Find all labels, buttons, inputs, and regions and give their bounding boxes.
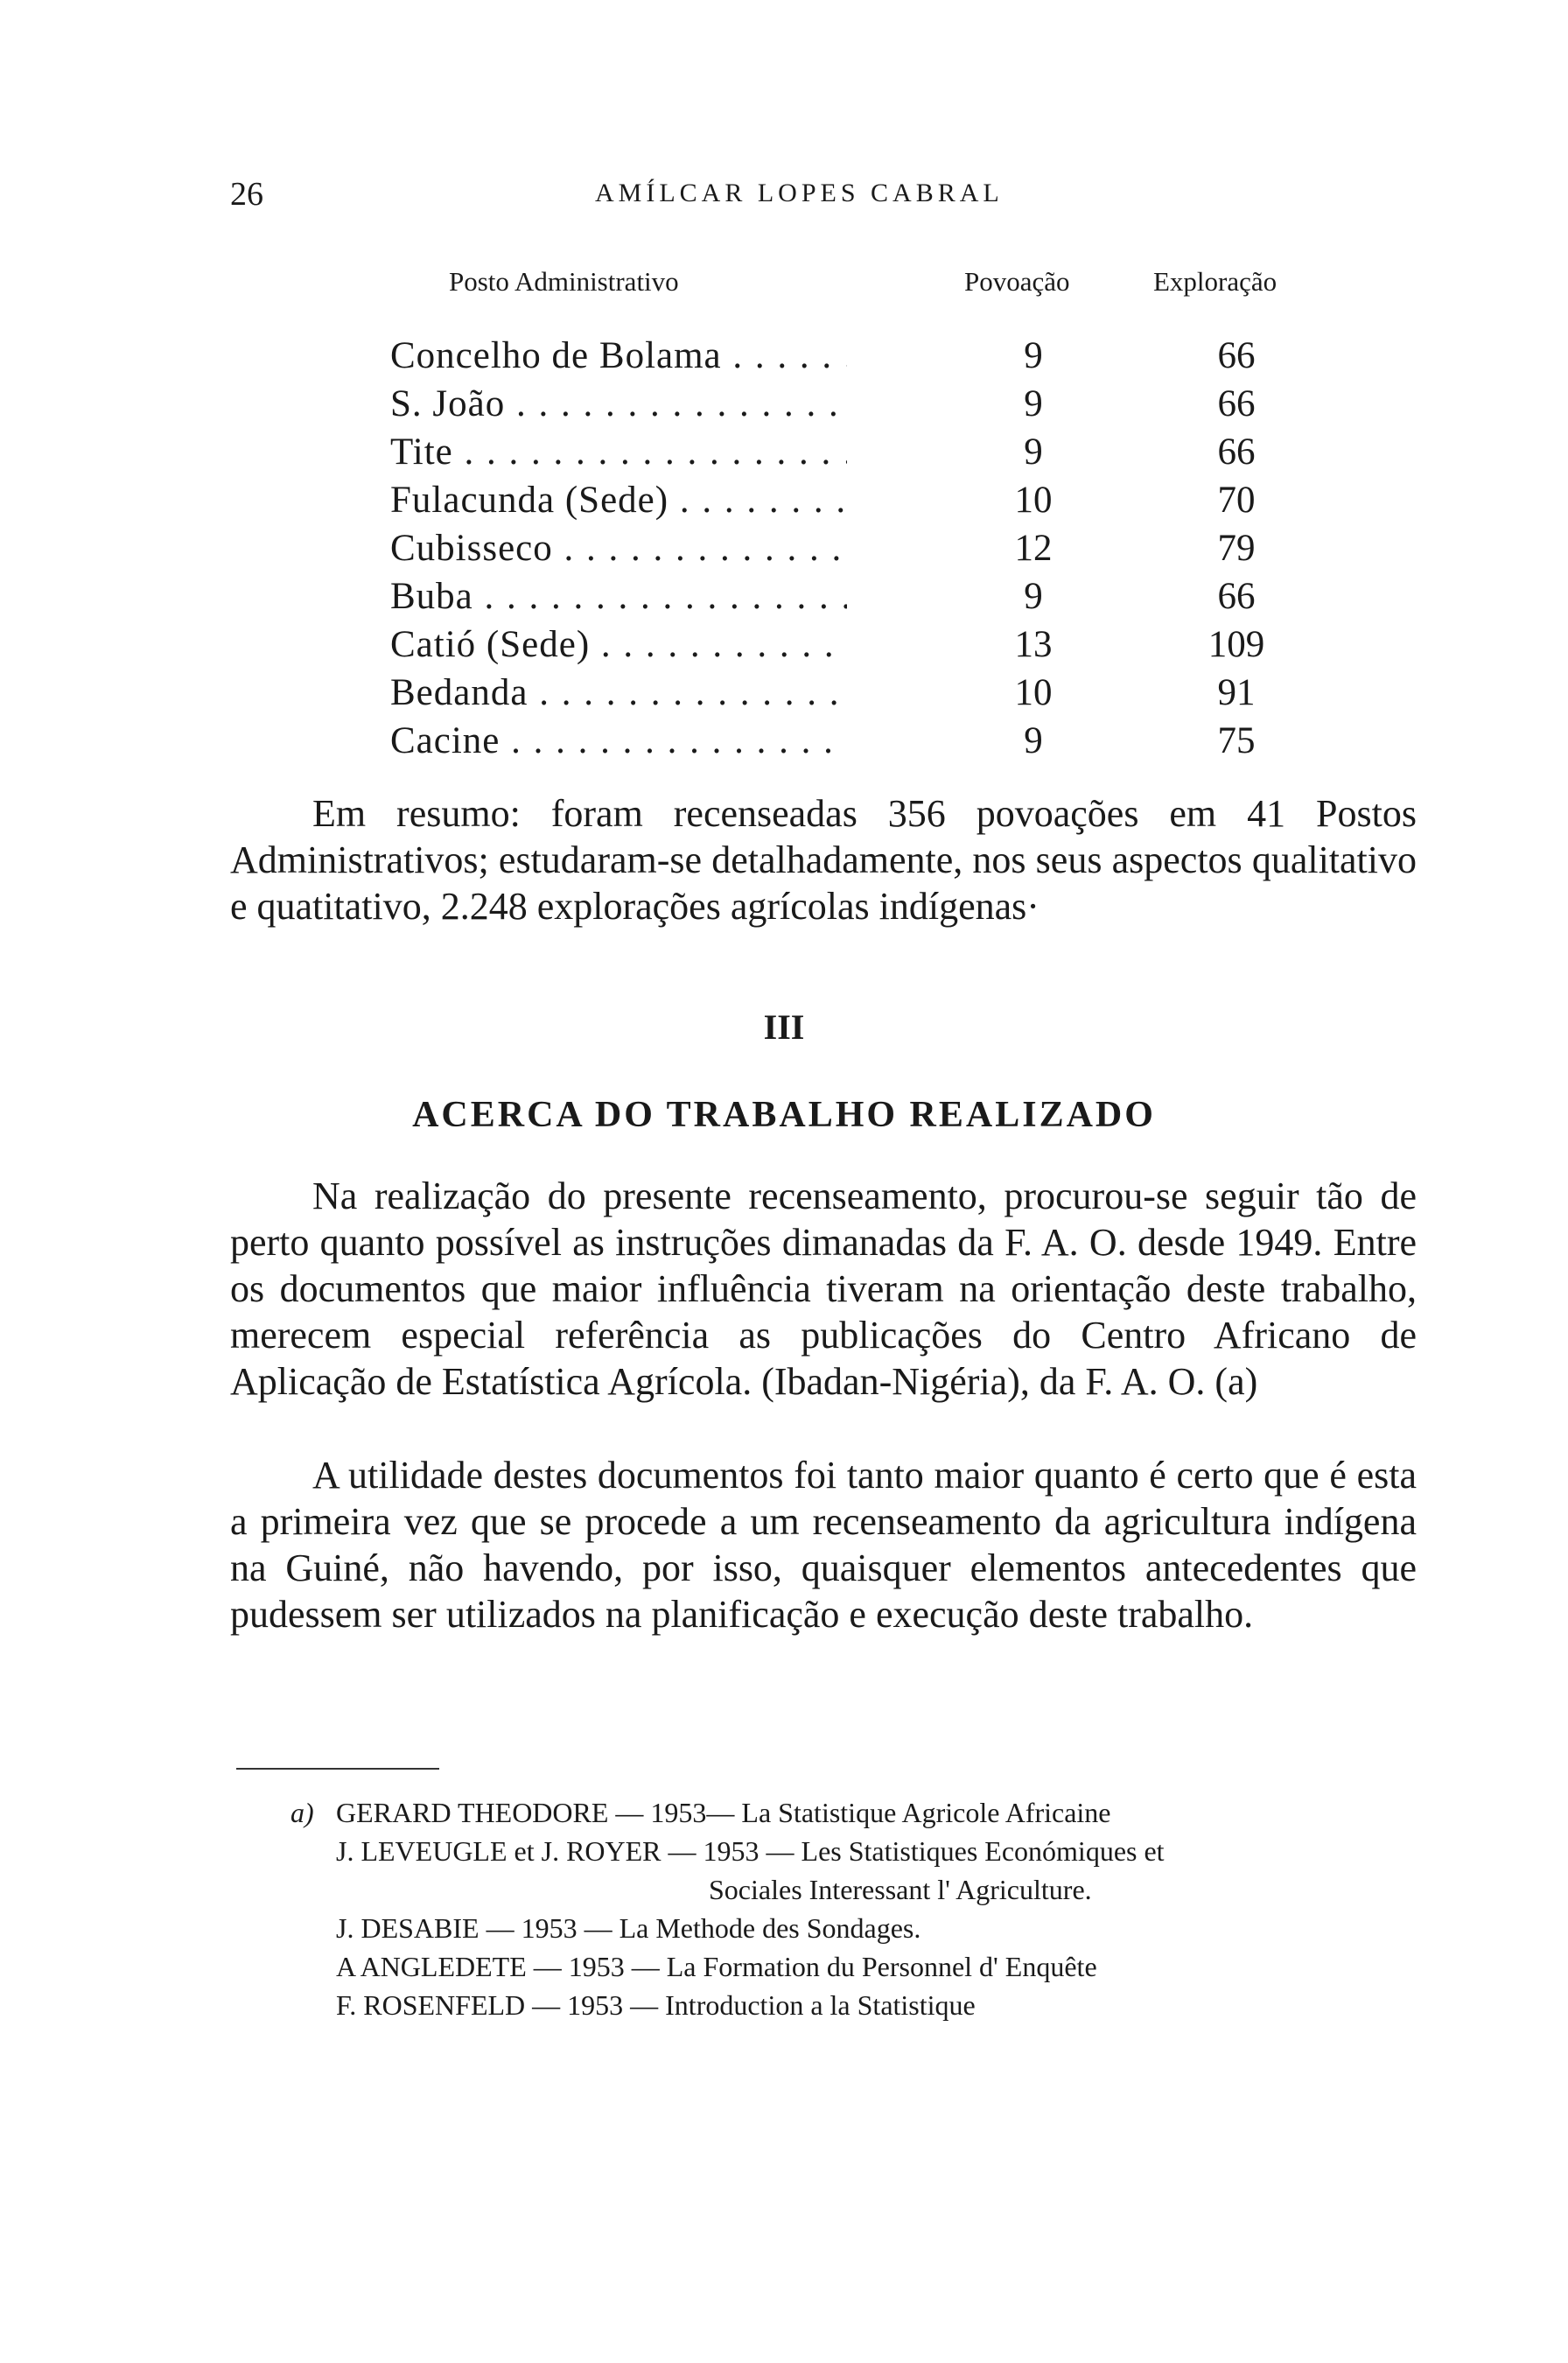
summary-paragraph: Em resumo: foram recenseadas 356 povoações em 41 Postos Administrativos; estudaram-se detalhadamente, nos seus aspectos qualitativo e quatitativo, 2.248 explorações agrícolas indígenas·: [230, 792, 1417, 928]
footnote-line: Sociales Interessant l' Agriculture.: [709, 1874, 1092, 1905]
footnote-marker: a): [290, 1797, 314, 1828]
column-header-exploracao: Exploração: [1153, 266, 1278, 297]
row-exploracao: 91: [1217, 672, 1256, 713]
row-posto: Bedanda . . .: [390, 671, 847, 714]
footnote-line: A ANGLEDETE — 1953 — La Formation du Personnel d' Enquête: [336, 1951, 1097, 1982]
row-exploracao: 79: [1217, 528, 1256, 569]
row-exploracao: 66: [1217, 335, 1256, 376]
row-exploracao: 66: [1217, 383, 1256, 424]
section-title: ACERCA DO TRABALHO REALIZADO: [412, 1095, 1156, 1135]
row-exploracao: 70: [1217, 480, 1256, 521]
row-posto: Buba . . .: [390, 575, 847, 618]
body-paragraph-2: A utilidade destes documentos foi tanto maior quanto é certo que é esta a primeira vez que se procede a um recenseamento da agricultura indígena na Guiné, não havendo, por isso, quaisquer elementos antecedentes que pudessem ser utilizados na planificação e execução deste trabalho.: [230, 1454, 1417, 1636]
footnote-line: F. ROSENFELD — 1953 — Introduction a la Statistique: [336, 1989, 976, 2021]
row-povoacao: 12: [1014, 528, 1053, 569]
row-posto: Tite . . .: [390, 431, 847, 473]
row-posto: Cubisseco . . .: [390, 527, 847, 570]
row-povoacao: 13: [1014, 624, 1053, 665]
footnote-line: J. DESABIE — 1953 — La Methode des Sondages.: [336, 1912, 921, 1944]
row-exploracao: 66: [1217, 576, 1256, 617]
row-posto: S. João . . .: [390, 382, 847, 425]
row-posto: Catió (Sede) . . .: [390, 623, 847, 666]
section-number: III: [763, 1007, 805, 1047]
column-header-posto: Posto Administrativo: [449, 266, 679, 297]
footnote-line: J. LEVEUGLE et J. ROYER — 1953 — Les Statistiques Económiques et: [336, 1835, 1165, 1867]
body-paragraph-1: Na realização do presente recenseamento, procurou-se seguir tão de perto quanto possível as instruções dimanadas da F. A. O. desde 1949. Entre os documentos que maior influência tiveram na orientação deste trabalho, merecem especial referência as publicações do Centro Africano de Aplicação de Estatística Agrícola. (Ibadan-Nigéria), da F. A. O. (a): [230, 1174, 1417, 1403]
row-povoacao: 10: [1014, 672, 1053, 713]
row-povoacao: 10: [1014, 480, 1053, 521]
running-title: AMÍLCAR LOPES CABRAL: [595, 179, 1004, 207]
row-posto: Fulacunda (Sede) . . .: [390, 479, 847, 522]
page-number: 26: [230, 176, 263, 213]
footnote-line: GERARD THEODORE — 1953— La Statistique Agricole Africaine: [336, 1797, 1111, 1828]
row-exploracao: 66: [1217, 431, 1256, 473]
row-posto: Cacine . . .: [390, 719, 847, 762]
row-exploracao: 109: [1208, 624, 1265, 665]
column-header-povoacao: Povoação: [964, 266, 1070, 297]
footnote-divider: [236, 1768, 439, 1770]
row-povoacao: 9: [1024, 383, 1043, 424]
row-povoacao: 9: [1024, 576, 1043, 617]
row-exploracao: 75: [1217, 720, 1256, 761]
row-povoacao: 9: [1024, 335, 1043, 376]
row-posto: Concelho de Bolama . . .: [390, 334, 847, 377]
row-povoacao: 9: [1024, 720, 1043, 761]
row-povoacao: 9: [1024, 431, 1043, 473]
